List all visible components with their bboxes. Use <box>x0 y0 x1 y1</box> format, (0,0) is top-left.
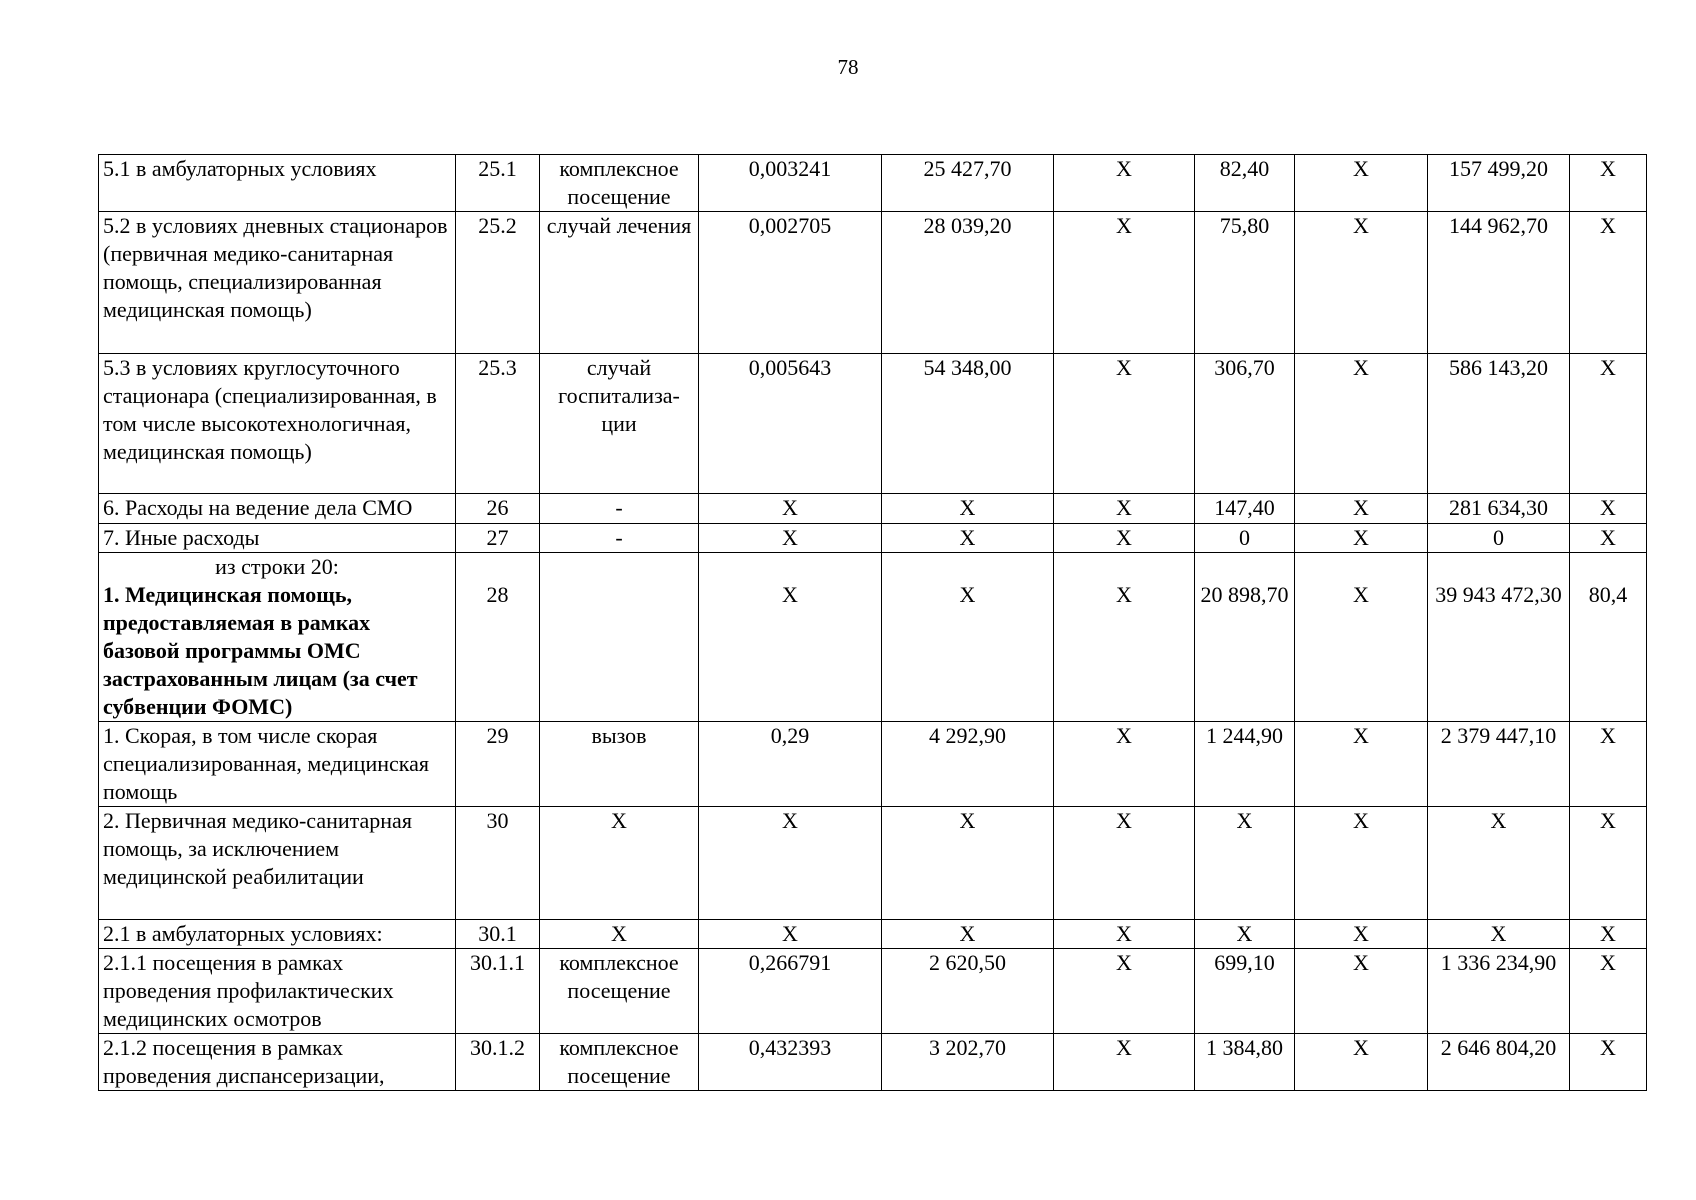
row-number-cell: 25.1 <box>456 155 540 212</box>
row-name-cell: 2.1.1 посещения в рамках проведения профилактических медицинских осмотров <box>99 949 456 1034</box>
row-total-cell: Х <box>1428 920 1570 949</box>
row-name-cell: 2. Первичная медико-санитарная помощь, за исключением медицинской реабилитации <box>99 807 456 920</box>
table-row <box>99 807 1647 920</box>
row-unit-cell: случай госпитализа-ции <box>540 354 699 494</box>
row-col8-cell: Х <box>1295 494 1428 524</box>
row-name-cell: 6. Расходы на ведение дела СМО <box>99 494 456 524</box>
table-row <box>99 949 1647 1034</box>
row-unit-cell: вызов <box>540 722 699 807</box>
row-norm-cell: Х <box>699 524 882 553</box>
row-name-cell: 5.1 в амбулаторных условиях <box>99 155 456 212</box>
row-share-cell: Х <box>1570 155 1647 212</box>
row-total-cell: 2 379 447,10 <box>1428 722 1570 807</box>
row-col8-cell: Х <box>1295 949 1428 1034</box>
row-col6-cell: Х <box>1054 920 1195 949</box>
row-col8-cell: Х <box>1295 1034 1428 1091</box>
row-total-cell: 586 143,20 <box>1428 354 1570 494</box>
row-norm-cell: Х <box>699 920 882 949</box>
row-col6-cell: Х <box>1054 155 1195 212</box>
row-cost-cell: 2 620,50 <box>882 949 1054 1034</box>
row-share-cell: Х <box>1570 1034 1647 1091</box>
row-norm-cell: Х <box>699 553 882 722</box>
row-cost-cell: 25 427,70 <box>882 155 1054 212</box>
row-col8-cell: Х <box>1295 920 1428 949</box>
row-share-cell: Х <box>1570 949 1647 1034</box>
row-name-bold: 1. Медицинская помощь, предоставляемая в рамках базовой программы ОМС застрахованным лицам (за счет субвенции ФОМС) <box>103 582 418 719</box>
row-col8-cell: Х <box>1295 722 1428 807</box>
row-per-capita-cell: 1 244,90 <box>1195 722 1295 807</box>
row-total-cell: Х <box>1428 807 1570 920</box>
row-col6-cell: Х <box>1054 807 1195 920</box>
row-cost-cell: Х <box>882 920 1054 949</box>
row-col6-cell: Х <box>1054 494 1195 524</box>
table-row <box>99 494 1647 524</box>
row-col6-cell: Х <box>1054 949 1195 1034</box>
row-cost-cell: 28 039,20 <box>882 212 1054 354</box>
row-unit-cell: Х <box>540 807 699 920</box>
row-number-cell: 30 <box>456 807 540 920</box>
row-name-cell: 7. Иные расходы <box>99 524 456 553</box>
row-col6-cell: Х <box>1054 524 1195 553</box>
row-col8-cell: Х <box>1295 553 1428 722</box>
row-col6-cell: Х <box>1054 553 1195 722</box>
row-number-cell: 28 <box>456 553 540 722</box>
row-name-cell: 2.1.2 посещения в рамках проведения диспансеризации, <box>99 1034 456 1091</box>
row-name-cell: 2.1 в амбулаторных условиях: <box>99 920 456 949</box>
row-col8-cell: Х <box>1295 212 1428 354</box>
row-number-cell: 25.2 <box>456 212 540 354</box>
row-unit-cell: - <box>540 524 699 553</box>
row-number-cell: 30.1 <box>456 920 540 949</box>
row-norm-cell: 0,003241 <box>699 155 882 212</box>
row-share-cell: Х <box>1570 722 1647 807</box>
row-total-cell: 39 943 472,30 <box>1428 553 1570 722</box>
row-share-cell: Х <box>1570 524 1647 553</box>
table-row <box>99 212 1647 354</box>
row-name-cell: 5.2 в условиях дневных стационаров (первичная медико-санитарная помощь, специализированная медицинская помощь) <box>99 212 456 354</box>
row-per-capita-cell: 699,10 <box>1195 949 1295 1034</box>
sub-label: из строки 20: <box>215 554 339 579</box>
row-cost-cell: Х <box>882 553 1054 722</box>
row-unit-cell: Х <box>540 920 699 949</box>
row-total-cell: 281 634,30 <box>1428 494 1570 524</box>
row-norm-cell: 0,002705 <box>699 212 882 354</box>
row-per-capita-cell: 82,40 <box>1195 155 1295 212</box>
row-total-cell: 0 <box>1428 524 1570 553</box>
row-unit-cell: - <box>540 494 699 524</box>
row-total-cell: 1 336 234,90 <box>1428 949 1570 1034</box>
row-col6-cell: Х <box>1054 722 1195 807</box>
row-per-capita-cell: 20 898,70 <box>1195 553 1295 722</box>
row-norm-cell: 0,266791 <box>699 949 882 1034</box>
row-cost-cell: Х <box>882 524 1054 553</box>
row-cost-cell: Х <box>882 494 1054 524</box>
row-col8-cell: Х <box>1295 354 1428 494</box>
row-total-cell: 144 962,70 <box>1428 212 1570 354</box>
row-norm-cell: 0,005643 <box>699 354 882 494</box>
row-col6-cell: Х <box>1054 354 1195 494</box>
table-row <box>99 354 1647 494</box>
row-cost-cell: 3 202,70 <box>882 1034 1054 1091</box>
row-number-cell: 25.3 <box>456 354 540 494</box>
row-unit-cell: случай лечения <box>540 212 699 354</box>
row-name-cell: 1. Скорая, в том числе скорая специализированная, медицинская помощь <box>99 722 456 807</box>
row-norm-cell: Х <box>699 494 882 524</box>
row-norm-cell: 0,432393 <box>699 1034 882 1091</box>
row-share-cell: Х <box>1570 494 1647 524</box>
row-norm-cell: 0,29 <box>699 722 882 807</box>
row-col8-cell: Х <box>1295 524 1428 553</box>
table-row <box>99 524 1647 553</box>
row-per-capita-cell: Х <box>1195 807 1295 920</box>
row-cost-cell: 54 348,00 <box>882 354 1054 494</box>
row-col6-cell: Х <box>1054 1034 1195 1091</box>
row-cost-cell: Х <box>882 807 1054 920</box>
row-col8-cell: Х <box>1295 155 1428 212</box>
row-name-cell <box>99 553 456 722</box>
row-unit-cell: комплексное посещение <box>540 155 699 212</box>
row-col8-cell: Х <box>1295 807 1428 920</box>
row-number-cell: 30.1.1 <box>456 949 540 1034</box>
table-row <box>99 155 1647 212</box>
row-per-capita-cell: Х <box>1195 920 1295 949</box>
row-norm-cell: Х <box>699 807 882 920</box>
row-total-cell: 157 499,20 <box>1428 155 1570 212</box>
row-per-capita-cell: 306,70 <box>1195 354 1295 494</box>
row-name-cell: 5.3 в условиях круглосуточного стационара (специализированная, в том числе высокотехнологичная, медицинская помощь) <box>99 354 456 494</box>
row-number-cell: 30.1.2 <box>456 1034 540 1091</box>
row-share-cell: Х <box>1570 807 1647 920</box>
row-number-cell: 27 <box>456 524 540 553</box>
row-per-capita-cell: 1 384,80 <box>1195 1034 1295 1091</box>
row-total-cell: 2 646 804,20 <box>1428 1034 1570 1091</box>
page-number: 78 <box>837 55 859 79</box>
row-per-capita-cell: 75,80 <box>1195 212 1295 354</box>
table-row <box>99 553 1647 722</box>
row-unit-cell <box>540 553 699 722</box>
row-share-cell: Х <box>1570 354 1647 494</box>
row-per-capita-cell: 0 <box>1195 524 1295 553</box>
row-unit-cell: комплексное посещение <box>540 949 699 1034</box>
financing-table <box>98 154 1647 1091</box>
table-row <box>99 920 1647 949</box>
row-per-capita-cell: 147,40 <box>1195 494 1295 524</box>
row-unit-cell: комплексное посещение <box>540 1034 699 1091</box>
row-number-cell: 26 <box>456 494 540 524</box>
row-share-cell: Х <box>1570 920 1647 949</box>
row-share-cell: 80,4 <box>1570 553 1647 722</box>
table-row <box>99 722 1647 807</box>
row-share-cell: Х <box>1570 212 1647 354</box>
row-cost-cell: 4 292,90 <box>882 722 1054 807</box>
row-col6-cell: Х <box>1054 212 1195 354</box>
row-number-cell: 29 <box>456 722 540 807</box>
table-row <box>99 1034 1647 1091</box>
